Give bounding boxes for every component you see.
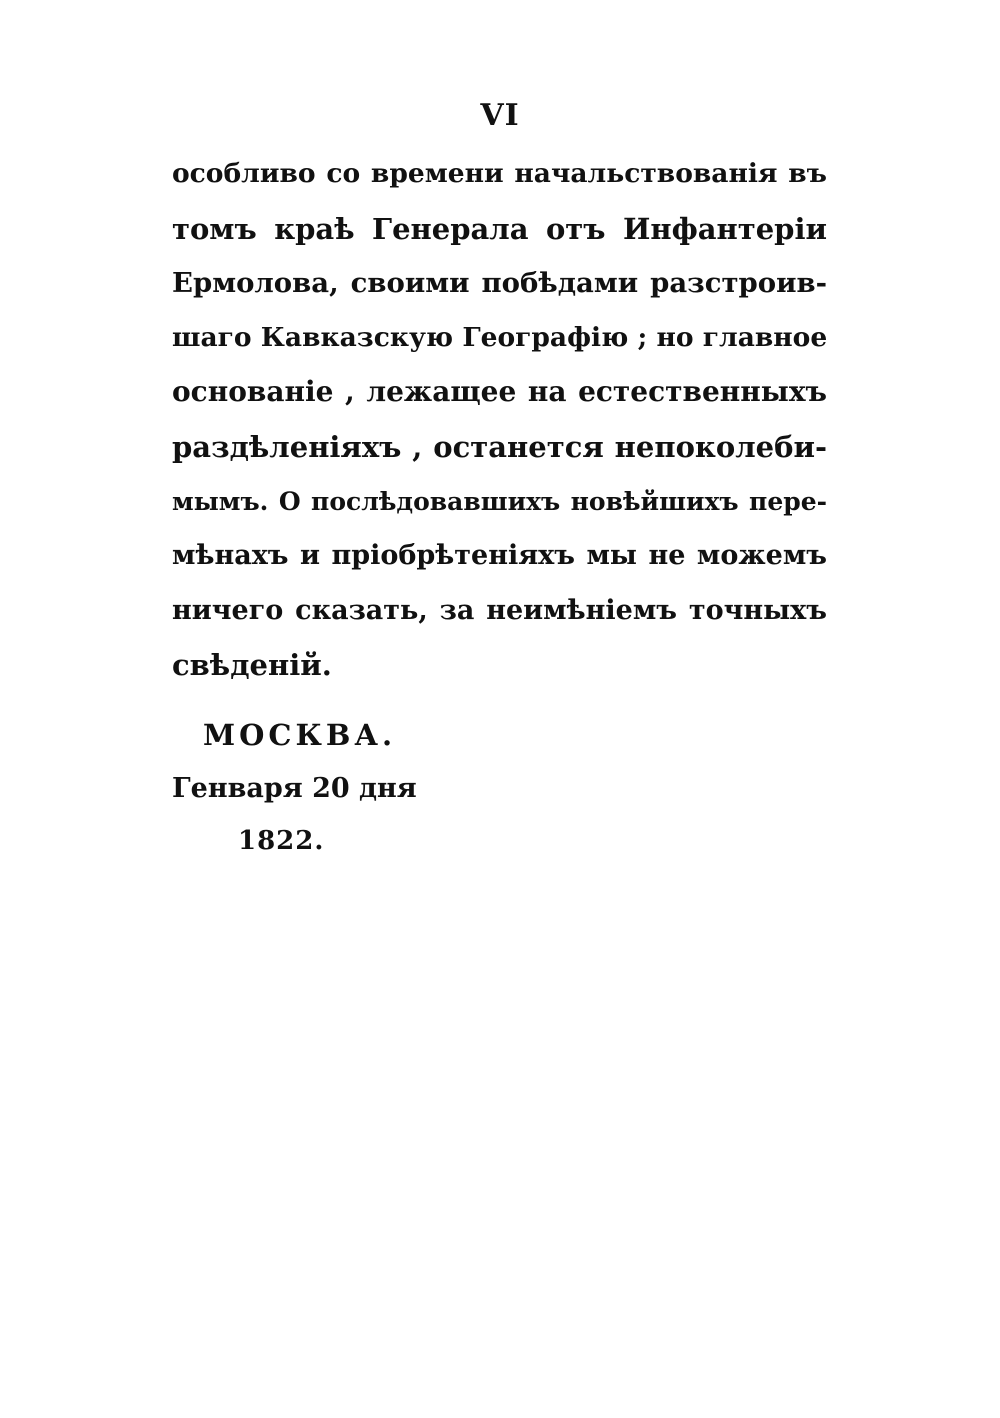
text-line: свѣденій. [172, 648, 332, 683]
text-line: шаго Кавказскую Географію ; но главное [172, 321, 828, 353]
text-line: Ермолова, своими побѣдами разстроив- [172, 267, 827, 300]
text-line: основаніе , лежащее на естественныхъ [172, 375, 827, 409]
text-line: ничего сказать, за неимѣніемъ точныхъ [172, 594, 827, 626]
text-line: томъ краѣ Генерала отъ Инфантеріи [172, 211, 827, 246]
signature-date: Генваря 20 дня [172, 773, 417, 804]
text-line: раздѣленіяхъ , останется непоколеби- [172, 429, 827, 464]
text-line: особливо со времени начальствованія въ [172, 158, 827, 189]
body-paragraph [172, 147, 827, 693]
signature-place: МОСКВА. [203, 718, 397, 752]
text-line: мѣнахъ и пріобрѣтеніяхъ мы не можемъ [172, 540, 827, 572]
text-line: мымъ. О послѣдовавшихъ новѣйшихъ пере- [172, 486, 827, 516]
page-number: VI [480, 98, 520, 133]
signature-year: 1822. [238, 826, 325, 856]
